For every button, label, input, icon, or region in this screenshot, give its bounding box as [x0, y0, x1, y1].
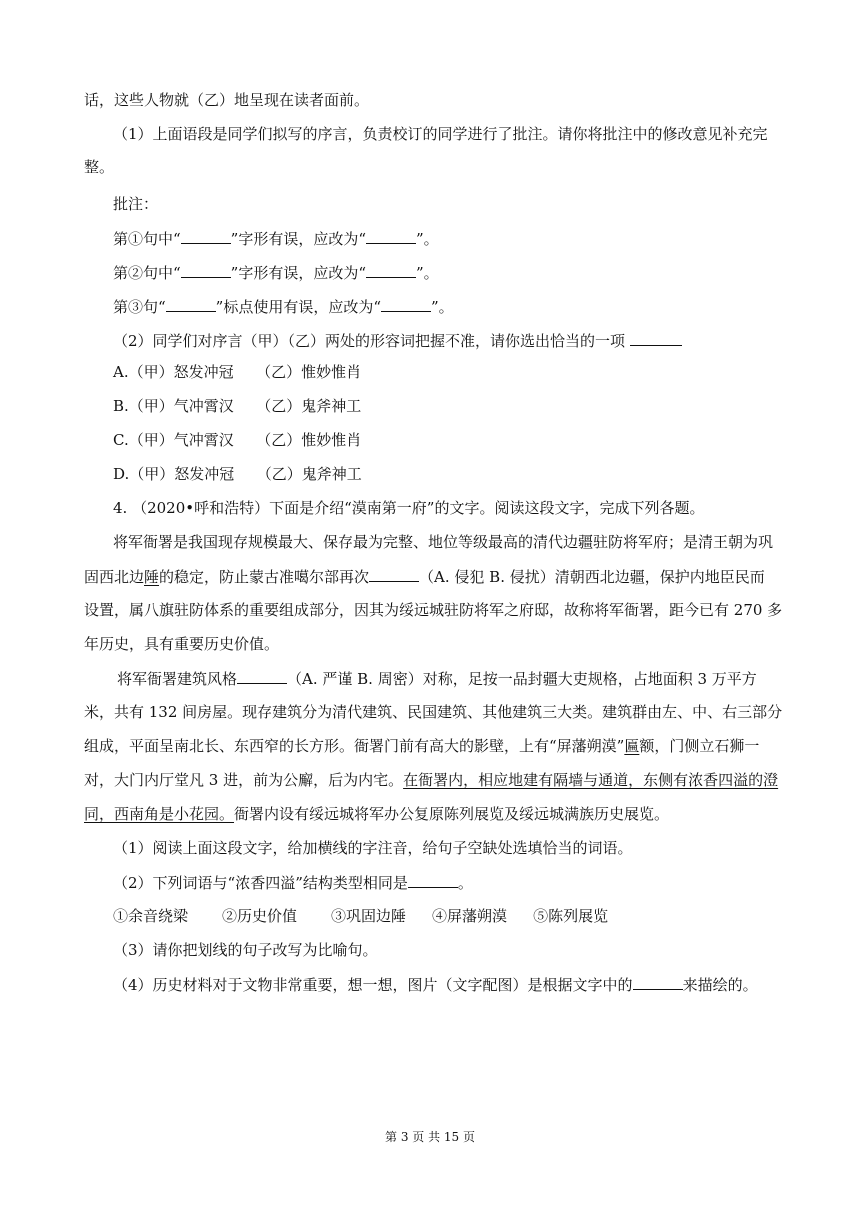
text-run: 将军衙署是我国现存规模最大、保存最为完整、地位等级最高的清代边疆驻防将军府；是清王朝为巩 [113, 533, 774, 551]
passage-line [84, 770, 778, 790]
text-line [84, 90, 369, 110]
sub-question-2-choices [113, 906, 608, 926]
answer-blank[interactable] [181, 228, 231, 244]
text-run: 的稳定，防止蒙古准噶尔部再次 [159, 568, 370, 586]
sub-question-4 [113, 974, 758, 995]
text-run: 话，这些人物就（乙）地呈现在读者面前。 [84, 91, 370, 109]
passage-line [84, 566, 765, 587]
passage-line [84, 736, 759, 756]
passage-line [113, 532, 773, 552]
question-4-title [113, 498, 704, 518]
sub-question-3 [113, 940, 378, 960]
text-run: 第③句“ [113, 298, 166, 316]
text-run: 。 [457, 874, 473, 892]
option-d [113, 464, 362, 484]
text-run: 来描绘的。 [682, 976, 758, 994]
answer-blank[interactable] [369, 566, 419, 582]
sub-question-2 [113, 872, 473, 893]
text-run: C.（甲）气冲霄汉 （乙）惟妙惟肖 [113, 431, 362, 449]
passage-line [117, 668, 757, 689]
text-run: A.（甲）怒发冲冠 （乙）惟妙惟肖 [113, 363, 362, 381]
text-run: 固西北边 [84, 568, 145, 586]
answer-blank[interactable] [408, 872, 458, 888]
marked-character: 陲 [144, 568, 160, 586]
text-run: 第①句中“ [113, 230, 181, 248]
answer-blank[interactable] [633, 974, 683, 990]
answer-blank[interactable] [366, 228, 416, 244]
annotation-line-1 [113, 228, 439, 249]
answer-blank[interactable] [381, 296, 431, 312]
text-run: （A. 严谨 B. 周密）对称，足按一品封疆大吏规格，占地面积 3 万平方 [287, 670, 757, 688]
choice-item: ①余音绕梁 [113, 907, 189, 925]
annotation-line-2 [113, 262, 439, 283]
question-1-prompt-cont [84, 157, 114, 177]
text-run: ”字形有误，应改为“ [230, 230, 367, 248]
annotation-line-3 [113, 296, 454, 317]
answer-blank[interactable] [166, 296, 216, 312]
text-run: （1）阅读上面这段文字，给加横线的字注音，给句子空缺处选填恰当的词语。 [113, 839, 633, 857]
marked-character: 匾 [624, 737, 640, 755]
text-run: （1）上面语段是同学们拟写的序言，负责校订的同学进行了批注。请你将批注中的修改意见补充完 [113, 125, 768, 143]
passage-line [84, 600, 782, 620]
answer-blank[interactable] [181, 262, 231, 278]
passage-line [84, 804, 669, 824]
annotation-title [113, 194, 158, 214]
text-run: 第②句中“ [113, 264, 181, 282]
text-run: 年历史，具有重要历史价值。 [84, 635, 280, 653]
page-footer: 第 3 页 共 15 页 [385, 1130, 475, 1144]
text-run: 批注： [113, 195, 159, 213]
question-1-prompt [113, 124, 768, 144]
text-run: ”。 [431, 298, 454, 316]
text-run: 整。 [84, 158, 115, 176]
choice-item: ⑤陈列展览 [533, 907, 609, 925]
text-run: 组成，平面呈南北长、东西窄的长方形。衙署门前有高大的影壁，上有“屏藩朔漠” [84, 737, 625, 755]
text-run: （4）历史材料对于文物非常重要，想一想，图片（文字配图）是根据文字中的 [113, 976, 633, 994]
text-run: 衙署内设有绥远城将军办公复原陈列展览及绥远城满族历史展览。 [234, 805, 670, 823]
text-run: （2）下列词语与“浓香四溢”结构类型相同是 [113, 874, 408, 892]
passage-line [84, 634, 279, 654]
text-run: （3）请你把划线的句子改写为比喻句。 [113, 941, 378, 959]
text-run: D.（甲）怒发冲冠 （乙）鬼斧神工 [113, 465, 362, 483]
text-run: 额，门侧立石狮一 [639, 737, 760, 755]
option-c [113, 430, 361, 450]
sub-question-1 [113, 838, 633, 858]
answer-blank[interactable] [237, 668, 287, 684]
underlined-sentence: 在衙署内，相应地建有隔墙与通道，东侧有浓香四溢的澄 [403, 771, 779, 789]
underlined-sentence: 同，西南角是小花园。 [84, 805, 235, 823]
text-run: 4. （2020•呼和浩特）下面是介绍“漠南第一府”的文字。阅读这段文字，完成下列各题。 [113, 499, 705, 517]
text-run: （A. 侵犯 B. 侵扰）清朝西北边疆，保护内地臣民而 [419, 568, 765, 586]
text-run: （2）同学们对序言（甲）（乙）两处的形容词把握不准，请你选出恰当的一项 [113, 332, 630, 350]
text-run: 将军衙署建筑风格 [117, 670, 238, 688]
answer-blank[interactable] [366, 262, 416, 278]
passage-line [84, 702, 782, 722]
text-run: ”。 [416, 230, 439, 248]
text-run: ”字形有误，应改为“ [230, 264, 367, 282]
option-a [113, 362, 361, 382]
text-run: 米，共有 132 间房屋。现存建筑分为清代建筑、民国建筑、其他建筑三大类。建筑群由左、中、右三部分 [84, 703, 783, 721]
text-run: B.（甲）气冲霄汉 （乙）鬼斧神工 [113, 397, 362, 415]
choice-item: ④屏藩朔漠 [432, 907, 508, 925]
answer-blank[interactable] [630, 330, 682, 346]
text-run: 对，大门内厅堂凡 3 进，前为公廨，后为内宅。 [84, 771, 404, 789]
choice-item: ②历史价值 [222, 907, 298, 925]
choice-item: ③巩固边陲 [331, 907, 407, 925]
option-b [113, 396, 361, 416]
text-run: ”。 [416, 264, 439, 282]
text-run: ”标点使用有误，应改为“ [215, 298, 382, 316]
question-2-prompt [113, 330, 682, 351]
text-run: 设置，属八旗驻防体系的重要组成部分，因其为绥远城驻防将军之府邸，故称将军衙署，距今已有 270 多 [84, 601, 783, 619]
